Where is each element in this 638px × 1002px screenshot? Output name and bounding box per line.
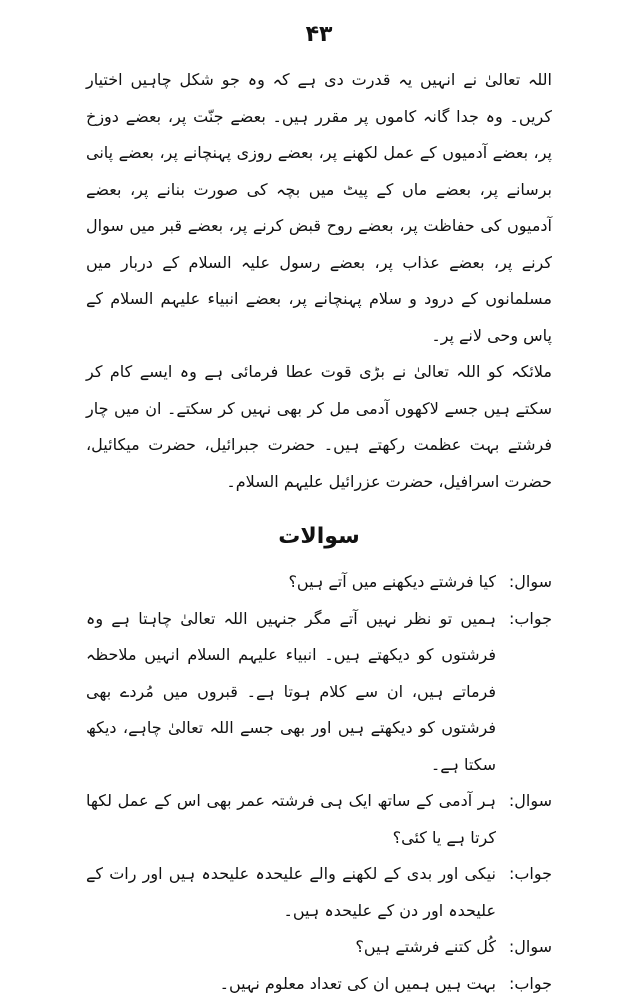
answer-text: ہمیں تو نظر نہیں آتے مگر جنہیں اللہ تعالیٰ چاہتا ہے وہ فرشتوں کو دیکھتے ہیں۔ انبیاء علیہم السلام انہیں ملاحظہ فرماتے ہیں، ان سے کلام ہوتا ہے۔ قبروں میں مُردے بھی فرشتوں کو دیکھتے ہیں اور بھی جسے اللہ تعالیٰ چاہے، دیکھ سکتا ہے۔ [86, 601, 496, 784]
question-label: سوال: [496, 929, 552, 966]
answer-text: بہت ہیں ہمیں ان کی تعداد معلوم نہیں۔ [86, 966, 496, 1002]
answer-text: نیکی اور بدی کے لکھنے والے علیحدہ علیحدہ ہیں اور رات کے علیحدہ اور دن کے علیحدہ ہیں۔ [86, 856, 496, 929]
answer-label: جواب: [496, 966, 552, 1002]
question-text: کیا فرشتے دیکھنے میں آتے ہیں؟ [86, 564, 496, 601]
answer-label: جواب: [496, 856, 552, 893]
question-text: کُل کتنے فرشتے ہیں؟ [86, 929, 496, 966]
qa-item [86, 929, 552, 966]
paragraph-angels-power: ملائکہ کو اللہ تعالیٰ نے بڑی قوت عطا فرمائی ہے وہ ایسے کام کر سکتے ہیں جسے لاکھوں آدمی مل کر بھی نہیں کر سکتے۔ ان میں چار فرشتے بہت عظمت رکھتے ہیں۔ حضرت جبرائیل، حضرت میکائیل، حضرت اسرافیل، حضرت عزرائیل علیہم السلام۔ [86, 354, 552, 500]
answer-label: جواب: [496, 601, 552, 638]
paragraph-angels-duties: اللہ تعالیٰ نے انہیں یہ قدرت دی ہے کہ وہ جو شکل چاہیں اختیار کریں۔ وہ جدا گانہ کاموں پر مقرر ہیں۔ بعضے جنّت پر، بعضے دوزخ پر، بعضے آدمیوں کے عمل لکھنے پر، بعضے روزی پہنچانے پر، بعضے پانی برسانے پر، بعضے ماں کے پیٹ میں بچہ کی صورت بنانے پر، بعضے آدمیوں کی حفاظت پر، بعضے روح قبض کرنے پر، بعضے قبر میں سوال کرنے پر، بعضے عذاب پر، بعضے رسول علیہ السلام کے دربار میں مسلمانوں کے درود و سلام پہنچانے پر، بعضے انبیاء علیہم السلام کے پاس وحی لانے پر۔ [86, 62, 552, 354]
qa-item [86, 856, 552, 929]
qa-item [86, 783, 552, 856]
qa-item [86, 966, 552, 1002]
section-heading: سوالات [86, 522, 552, 552]
page-number: ۴۳ [0, 22, 638, 47]
qa-item [86, 564, 552, 601]
question-text: ہر آدمی کے ساتھ ایک ہی فرشتہ عمر بھی اس کے عمل لکھا کرتا ہے یا کئی؟ [86, 783, 496, 856]
main-text [86, 62, 552, 500]
question-label: سوال: [496, 783, 552, 820]
questions-section [86, 500, 552, 1002]
qa-item [86, 601, 552, 784]
question-label: سوال: [496, 564, 552, 601]
